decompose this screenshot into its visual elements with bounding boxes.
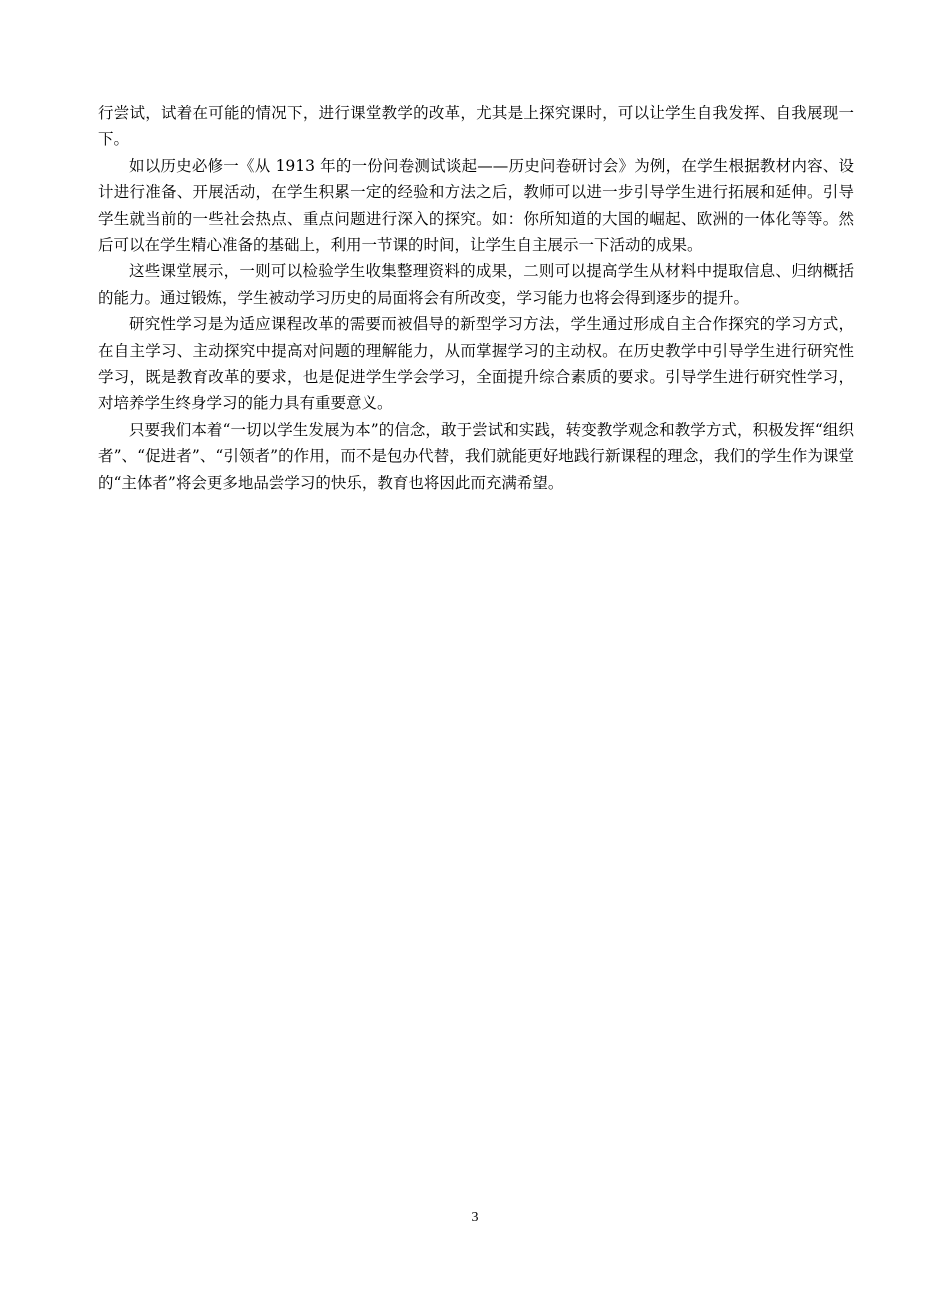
paragraph-conclusion: 只要我们本着“一切以学生发展为本”的信念，敢于尝试和实践，转变教学观念和教学方式，积极发挥“组织者”、“促进者”、“引领者”的作用，而不是包办代替，我们就能更好地践行新课程的理念，我们的学生作为课堂的“主体者”将会更多地品尝学习的快乐，教育也将因此而充满希望。 xyxy=(98,420,854,492)
paragraph-research-learning: 研究性学习是为适应课程改革的需要而被倡导的新型学习方法，学生通过形成自主合作探究的学习方式，在自主学习、主动探究中提高对问题的理解能力，从而掌握学习的主动权。在历史教学中引导学生进行研究性学习，既是教育改革的要求，也是促进学生学会学习，全面提升综合素质的要求。引导学生进行研究性学习，对培养学生终身学习的能力具有重要意义。 xyxy=(98,315,854,413)
page-number: 3 xyxy=(471,1210,479,1225)
paragraph-example: 如以历史必修一《从 1913 年的一份问卷测试谈起——历史问卷研讨会》为例，在学生根据教材内容、设计进行准备、开展活动，在学生积累一定的经验和方法之后，教师可以进一步引导学生进行拓展和延伸。引导学生就当前的一些社会热点、重点问题进行深入的探究。如：你所知道的大国的崛起、欧洲的一体化等等。然后可以在学生精心准备的基础上，利用一节课的时间，让学生自主展示一下活动的成果。 xyxy=(98,156,854,255)
paragraph-continuation: 行尝试，试着在可能的情况下，进行课堂教学的改革，尤其是上探究课时，可以让学生自我发挥、自我展现一下。 xyxy=(98,104,854,149)
document-body xyxy=(98,100,854,496)
paragraph-classroom-display: 这些课堂展示，一则可以检验学生收集整理资料的成果，二则可以提高学生从材料中提取信息、归纳概括的能力。通过锻炼，学生被动学习历史的局面将会有所改变，学习能力也将会得到逐步的提升。 xyxy=(98,262,854,307)
